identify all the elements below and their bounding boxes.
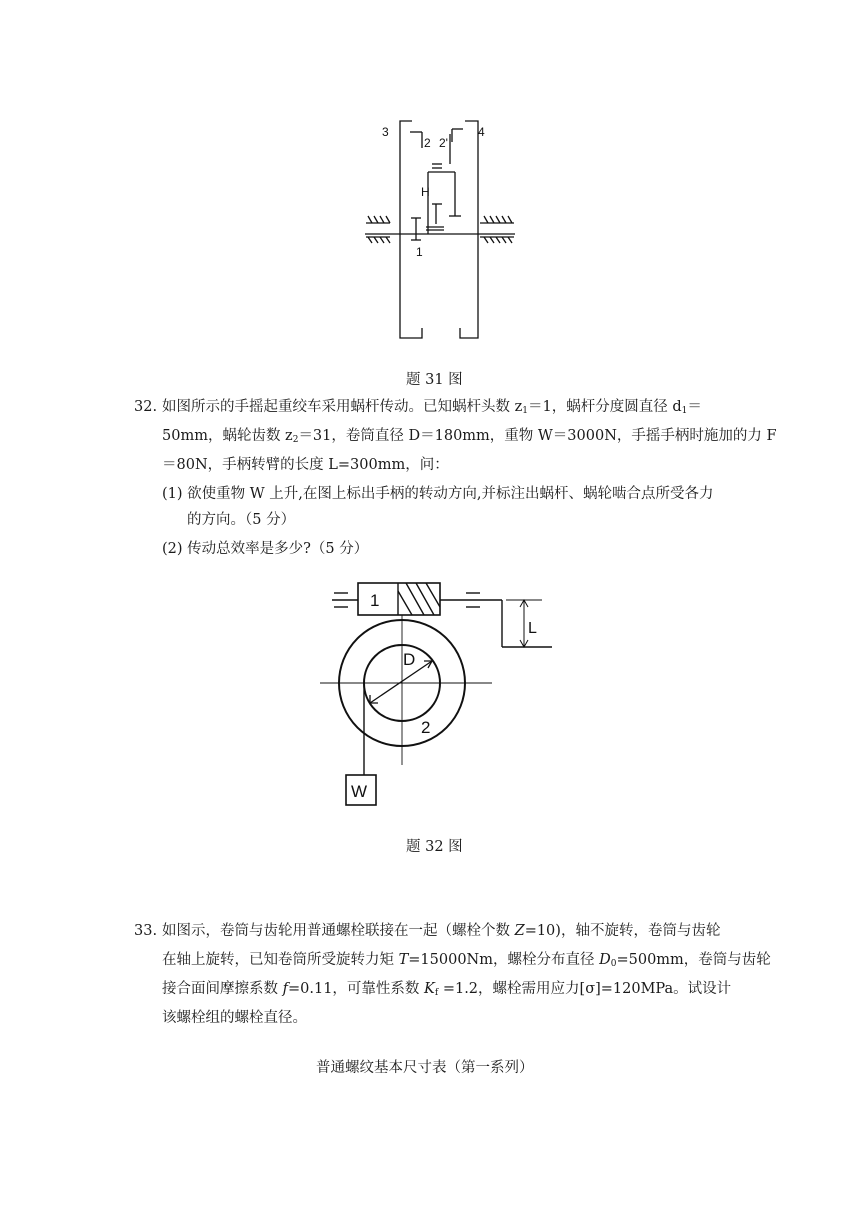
ring-gear-4 [465, 121, 478, 338]
label-weight-W: W [351, 782, 368, 801]
label-worm-1: 1 [370, 591, 380, 610]
q32-line-2: 50mm，蜗轮齿数 $z_2=31$，卷筒直径 D＝180mm，重物 W＝3000N，手摇手柄时施加的力 F [162, 428, 777, 445]
label-wheel-2: 2 [421, 718, 431, 737]
figure-31-caption: 题 31 图 [406, 372, 463, 388]
q33-line-3: 接合面间摩擦系数 f=0.11，可靠性系数 $K_f =1.2$，螺栓需用应力[σ]=120MPa。试设计 [162, 981, 732, 998]
q33-line-4: 该螺栓组的螺栓直径。 [162, 1010, 307, 1026]
label-gear-2: 2 [424, 136, 431, 150]
q32-subquestion-1: (1) 欲使重物 W 上升,在图上标出手柄的转动方向,并标注出蜗杆、蜗轮啮合点所受各力 [162, 486, 714, 502]
q32-subquestion-2: (2) 传动总效率是多少?（5 分） [162, 541, 369, 557]
q33-line-1: 如图示，卷筒与齿轮用普通螺栓联接在一起（螺栓个数 Z=10)，轴不旋转，卷筒与齿轮 [162, 923, 721, 939]
label-length-L: L [528, 620, 537, 637]
label-gear-3: 3 [382, 125, 389, 139]
label-gear-1: 1 [416, 245, 423, 259]
q32-line-3: ＝80N，手柄转臂的长度 L=300mm，问： [162, 457, 449, 473]
label-gear-2-prime: 2' [439, 136, 448, 150]
q32-line-1: 如图所示的手摇起重绞车采用蜗杆传动。已知蜗杆头数 $z_1=1$，蜗杆分度圆直径 $d_1=$ [162, 399, 702, 416]
q32-subquestion-1-cont: 的方向。（5 分） [187, 512, 296, 528]
q33-number: 33. [134, 923, 158, 939]
label-carrier-H: H [421, 185, 430, 199]
thread-table-title: 普通螺纹基本尺寸表（第一系列） [316, 1060, 534, 1076]
label-gear-4: 4 [478, 125, 485, 139]
label-diameter-D: D [403, 650, 416, 669]
q32-number: 32. [134, 399, 158, 415]
figure-32-winch [320, 575, 560, 815]
figure-31-gear-train [360, 112, 520, 342]
figure-32-caption: 题 32 图 [406, 839, 463, 855]
q33-line-2: 在轴上旋转，已知卷筒所受旋转力矩 T=15000Nm，螺栓分布直径 $D_0=500mm$，卷筒与齿轮 [162, 952, 771, 969]
ring-gear-3 [400, 121, 412, 338]
